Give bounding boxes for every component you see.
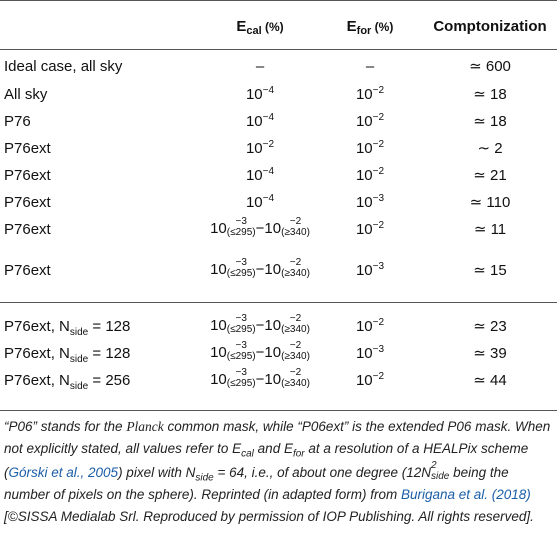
table-cell-ecal: $10^{-4}$ [245,85,275,103]
table-cell-efor: $10^{-2}$ [355,317,385,335]
table-cell-comptonization: ∼ 2 [477,140,503,157]
table-row-label: P76ext [4,194,51,211]
table-row-label: Ideal case, all sky [4,58,123,75]
table-cell-comptonization: ≃ 110 [469,194,511,211]
table-footnote: “P06” stands for the Planck common mask, while “P06ext” is the extended P06 mask. When not explicitly stated, all values refer to $E_{cal}$ and $E_{for}$ at a resolution of a HEALPix scheme (Górski et al., 2005) pixel with $N_{side} = 64$, i.e., of about one degree (12N 2 side being the number of pixels on the sphere). Reprinted (in adapted form) from Burigana et al. (2018) [©SISSA Medialab Srl. Reproduced by permission of IOP Publishing. All rights reserved]. [4,419,551,524]
table-row-label: P76ext, $N_{side} = 128$ [4,345,131,365]
table-cell-comptonization: ≃ 23 [473,318,507,335]
header-efor: $E_{for}$ (%) [346,18,394,37]
table-group-rule [0,302,557,303]
table-row-label: P76ext [4,221,51,238]
table-cell-ecal-range: 10 −3 (≤295) −10 −2 (≥340) [210,340,310,362]
table-row-label: P76 [4,113,31,130]
table-cell-comptonization: ≃ 21 [473,167,507,184]
table-cell-comptonization: ≃ 39 [473,345,507,362]
table-row-label: P76ext [4,140,51,157]
table-cell-comptonization: ≃ 18 [473,86,507,103]
table-cell-efor: $10^{-3}$ [355,344,385,362]
header-comptonization: Comptonization [433,18,547,35]
table-row-label: P76ext [4,262,51,279]
table-cell-ecal-range: 10 −3 (≤295) −10 −2 (≥340) [210,257,310,279]
table-cell-efor: $10^{-3}$ [355,193,385,211]
table-cell-comptonization: ≃ 11 [473,221,507,238]
table-cell-ecal: $10^{-4}$ [245,166,275,184]
table-cell-ecal: $10^{-4}$ [245,193,275,211]
table-row-label: P76ext [4,167,51,184]
table-row-label: P76ext, $N_{side} = 256$ [4,372,131,392]
table-cell-comptonization: ≃ 44 [473,372,507,389]
reference-link-gorski[interactable]: Górski et al., 2005 [8,465,119,480]
table-cell-efor: $10^{-3}$ [355,261,385,279]
table-cell-ecal: – [255,58,265,75]
table-cell-ecal-range: 10 −3 (≤295) −10 −2 (≥340) [210,367,310,389]
reference-link-burigana[interactable]: Burigana et al. (2018) [400,487,531,502]
table-cell-ecal-range: 10 −3 (≤295) −10 −2 (≥340) [210,313,310,335]
table-cell-efor: $10^{-2}$ [355,371,385,389]
table-cell-efor: $10^{-2}$ [355,139,385,157]
table-cell-comptonization: ≃ 18 [473,113,507,130]
table-bottom-rule [0,410,557,411]
header-ecal: $E_{cal}$ (%) [236,18,284,37]
table-cell-efor: – [365,58,375,75]
table-cell-comptonization: ≃ 600 [469,58,511,75]
table-cell-ecal: $10^{-4}$ [245,112,275,130]
table-cell-ecal: $10^{-2}$ [245,139,275,157]
table-cell-efor: $10^{-2}$ [355,220,385,238]
table-cell-efor: $10^{-2}$ [355,112,385,130]
table-row-label: All sky [4,86,48,103]
table-row-label: P76ext, $N_{side} = 128$ [4,318,131,338]
table-top-rule [0,0,557,1]
table-cell-efor: $10^{-2}$ [355,166,385,184]
table-cell-comptonization: ≃ 15 [473,262,507,279]
table-header-rule [0,49,557,50]
table-cell-ecal-range: 10 −3 (≤295) −10 −2 (≥340) [210,216,310,238]
table-cell-efor: $10^{-2}$ [355,85,385,103]
